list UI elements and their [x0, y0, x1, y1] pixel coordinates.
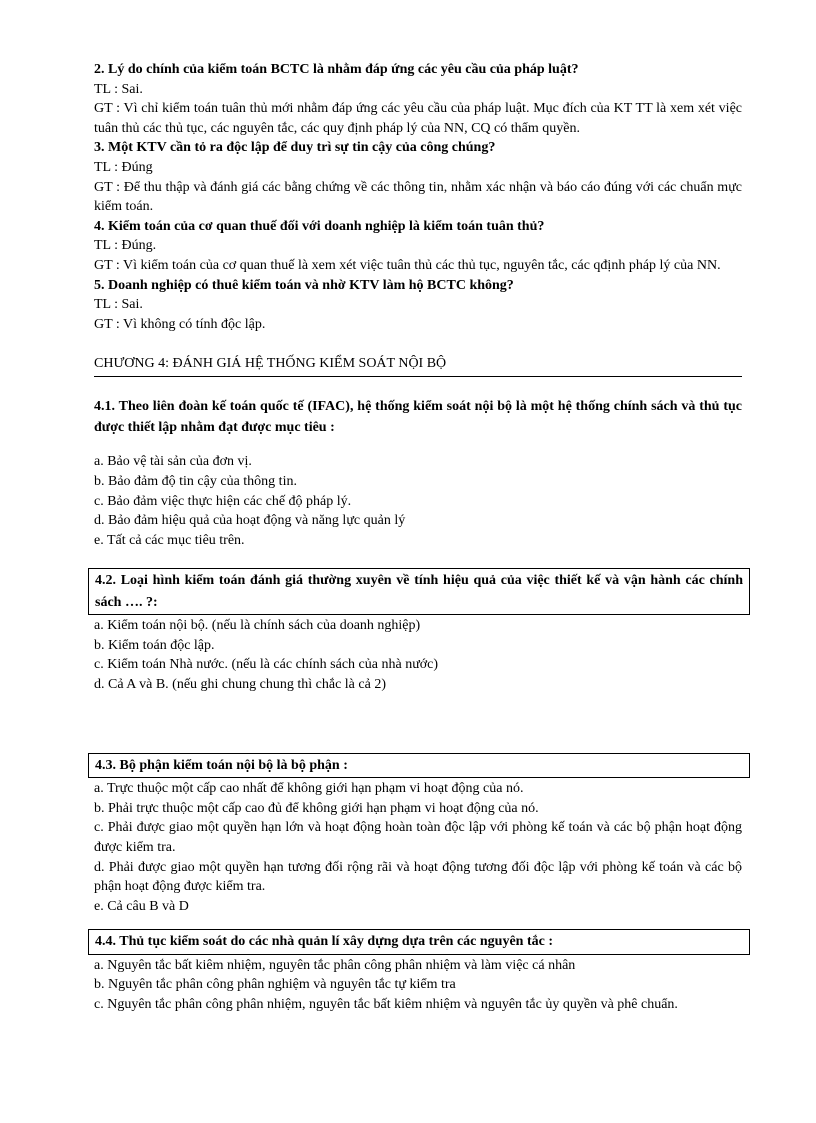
option-4-4-a: a. Nguyên tắc bất kiêm nhiệm, nguyên tắc phân công phân nhiệm và làm việc cá nhân — [94, 957, 576, 973]
question-2-title: 2. Lý do chính của kiểm toán BCTC là nhằm đáp ứng các yêu cầu của pháp luật? — [94, 62, 579, 77]
option-4-1-c: c. Bảo đảm việc thực hiện các chế độ pháp lý. — [94, 493, 352, 509]
option-4-4-c: c. Nguyên tắc phân công phân nhiệm, nguyên tắc bất kiêm nhiệm và nguyên tắc ủy quyền và phê chuẩn. — [94, 997, 678, 1012]
question-2-answer: TL : Sai. — [94, 81, 143, 97]
option-4-1-e: e. Tất cả các mục tiêu trên. — [94, 532, 245, 548]
option-4-1-a: a. Bảo vệ tài sản của đơn vị. — [94, 454, 252, 470]
option-4-2-b: b. Kiểm toán độc lập. — [94, 637, 215, 653]
option-4-3-e: e. Cả câu B và D — [94, 898, 189, 914]
option-4-2-a: a. Kiểm toán nội bộ. (nếu là chính sách của doanh nghiệp) — [94, 618, 421, 634]
option-4-3-c: c. Phải được giao một quyền hạn lớn và hoạt động hoàn toàn độc lập với phòng kế toán và các bộ phận hoạt động được kiểm tra. — [94, 820, 742, 855]
option-4-2-d: d. Cả A và B. (nếu ghi chung chung thì chắc là cả 2) — [94, 677, 386, 693]
option-4-1-b: b. Bảo đảm độ tin cậy của thông tin. — [94, 473, 297, 489]
option-4-3-d: d. Phải được giao một quyền hạn tương đối rộng rãi và hoạt động tương đối độc lập với phòng kế toán và các bộ phận hoạt động được kiểm tra. — [94, 859, 742, 895]
question-5-explanation: GT : Vì không có tính độc lập. — [94, 316, 266, 332]
option-4-1-d: d. Bảo đảm hiệu quả của hoạt động và năng lực quản lý — [94, 513, 406, 529]
question-5-answer: TL : Sai. — [94, 297, 143, 313]
option-4-4-b: b. Nguyên tắc phân công phân nghiệm và nguyên tắc tự kiểm tra — [94, 977, 456, 993]
question-4-4-title: 4.4. Thủ tục kiểm soát do các nhà quản lí xây dựng dựa trên các nguyên tắc : — [88, 929, 750, 955]
chapter-heading: CHƯƠNG 4: ĐÁNH GIÁ HỆ THỐNG KIỂM SOÁT NỘI BỘ — [94, 354, 742, 377]
question-4-explanation: GT : Vì kiểm toán của cơ quan thuế là xem xét việc tuân thủ các thủ tục, nguyên tắc, các qđịnh pháp lý của NN. — [94, 257, 721, 273]
option-4-3-a: a. Trực thuộc một cấp cao nhất để không giới hạn phạm vi hoạt động của nó. — [94, 781, 524, 797]
document-page — [94, 60, 742, 1015]
question-3-title: 3. Một KTV cần tỏ ra độc lập để duy trì sự tin cậy của công chúng? — [94, 140, 496, 156]
option-4-3-b: b. Phải trực thuộc một cấp cao đủ để không giới hạn phạm vi hoạt động của nó. — [94, 800, 539, 816]
question-4-3-title: 4.3. Bộ phận kiểm toán nội bộ là bộ phận : — [88, 753, 750, 779]
question-2-explanation: GT : Vì chỉ kiểm toán tuân thủ mới nhằm đáp ứng các yêu cầu của pháp luật. Mục đích của KT TT là xem xét việc tuân thủ các thủ tục, các nguyên tắc, các quy định pháp lý của NN, CQ có thẩm quyền. — [94, 101, 742, 136]
question-4-answer: TL : Đúng. — [94, 238, 157, 254]
question-4-1-title: 4.1. Theo liên đoàn kế toán quốc tế (IFAC), hệ thống kiểm soát nội bộ là một hệ thống chính sách và thủ tục được thiết lập nhằm đạt được mục tiêu : — [94, 399, 742, 436]
question-4-title: 4. Kiểm toán của cơ quan thuế đối với doanh nghiệp là kiểm toán tuân thủ? — [94, 218, 545, 234]
question-5-title: 5. Doanh nghiệp có thuê kiểm toán và nhờ KTV làm hộ BCTC không? — [94, 277, 514, 293]
question-3-explanation: GT : Để thu thập và đánh giá các bằng chứng về các thông tin, nhằm xác nhận và báo cáo đúng với các chuẩn mực kiểm toán. — [94, 179, 742, 215]
question-3-answer: TL : Đúng — [94, 159, 153, 175]
option-4-2-c: c. Kiểm toán Nhà nước. (nếu là các chính sách của nhà nước) — [94, 657, 439, 673]
question-4-2-title: 4.2. Loại hình kiểm toán đánh giá thường xuyên về tính hiệu quả của việc thiết kế và vận hành các chính sách …. ?: — [88, 568, 750, 615]
